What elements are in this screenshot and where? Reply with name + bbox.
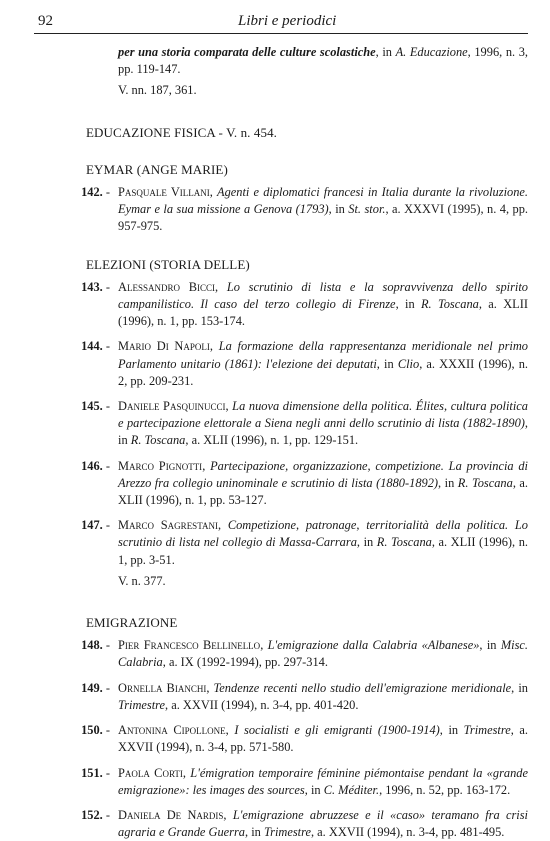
- entry-150: 150. - Antonina Cipollone, I socialisti e gli emigranti (1900-1914), in Trimestre, a. XXVII (1994), n. 3-4, pp. 571-580.: [81, 723, 528, 755]
- section-heading-eymar: EYMAR (ANGE MARIE): [86, 161, 228, 177]
- entry-143: 143. - Alessandro Bicci, Lo scrutinio di lista e la sopravvivenza dello spirito campanilistico. Il caso del terzo collegio di Firenze, in R. Toscana, a. XLII (1996), n. 1, pp. 153-174.: [81, 279, 528, 329]
- running-title: Libri e periodici: [238, 13, 337, 29]
- bibliography-content: [38, 44, 528, 841]
- section-heading-educazione-fisica: EDUCAZIONE FISICA - V. n. 454.: [86, 124, 278, 140]
- header-rule: [34, 33, 528, 34]
- page-header: [38, 10, 528, 32]
- entry-151: 151. - Paola Corti, L'émigration temporaire féminine piémontaise pendant la «grande emigrazione»: les images des sources, in C. Méditer., 1996, n. 52, pp. 163-172.: [81, 765, 528, 797]
- entry-142: 142. - Pasquale Villani, Agenti e diplomatici francesi in Italia durante la rivoluzione. Eymar e la sua missione a Genova (1793), in St. stor., a. XXXVI (1995), n. 4, pp. 957-975.: [81, 185, 529, 234]
- entry-146: 146. - Marco Pignotti, Partecipazione, organizzazione, competizione. La provincia di Arezzo fra collegio uninominale e scrutinio di lista (1880-1892), in R. Toscana, a. XLII (1996), n. 1, pp. 53-127.: [81, 458, 529, 508]
- page-number: 92: [38, 13, 53, 29]
- entry-149: 149. - Ornella Bianchi, Tendenze recenti nello studio dell'emigrazione meridionale, in Trimestre, a. XXVII (1994), n. 3-4, pp. 401-420.: [81, 680, 528, 712]
- entry-152: 152. - Daniela De Nardis, L'emigrazione abruzzese e il «caso» teramano fra crisi agraria e Grande Guerra, in Trimestre, a. XXVII (1994), n. 3-4, pp. 481-495.: [81, 807, 528, 840]
- section-heading-elezioni: ELEZIONI (STORIA DELLE): [86, 256, 250, 272]
- entry-144: 144. - Mario Di Napoli, La formazione della rappresentanza meridionale nel primo Parlamento unitario (1861): l'elezione dei deputati, in Clio, a. XXXII (1996), n. 2, pp. 209-231.: [81, 339, 528, 388]
- entry-145: 145. - Daniele Pasquinucci, La nuova dimensione della politica. Élites, cultura politica e partecipazione elettorale a Siena negli anni dello scrutinio di lista (1882-1890), in R. Toscana, a. XLII (1996), n. 1, pp. 129-151.: [81, 399, 528, 448]
- see-reference: V. n. 377.: [118, 573, 166, 588]
- entry-147: 147. - Marco Sagrestani, Competizione, patronage, territorialità della politica. Lo scrutinio di lista nel collegio di Massa-Carrara, in R. Toscana, a. XLII (1996), n. 1, pp. 3-51.: [81, 518, 528, 567]
- section-heading-emigrazione: EMIGRAZIONE: [86, 615, 178, 631]
- continued-entry: per una storia comparata delle culture scolastiche, in A. Educazione, 1996, n. 3, pp. 119-147.: [118, 45, 529, 77]
- entry-148: 148. - Pier Francesco Bellinello, L'emigrazione dalla Calabria «Albanese», in Misc. Calabria, a. IX (1992-1994), pp. 297-314.: [81, 638, 528, 670]
- see-reference: V. nn. 187, 361.: [118, 83, 197, 98]
